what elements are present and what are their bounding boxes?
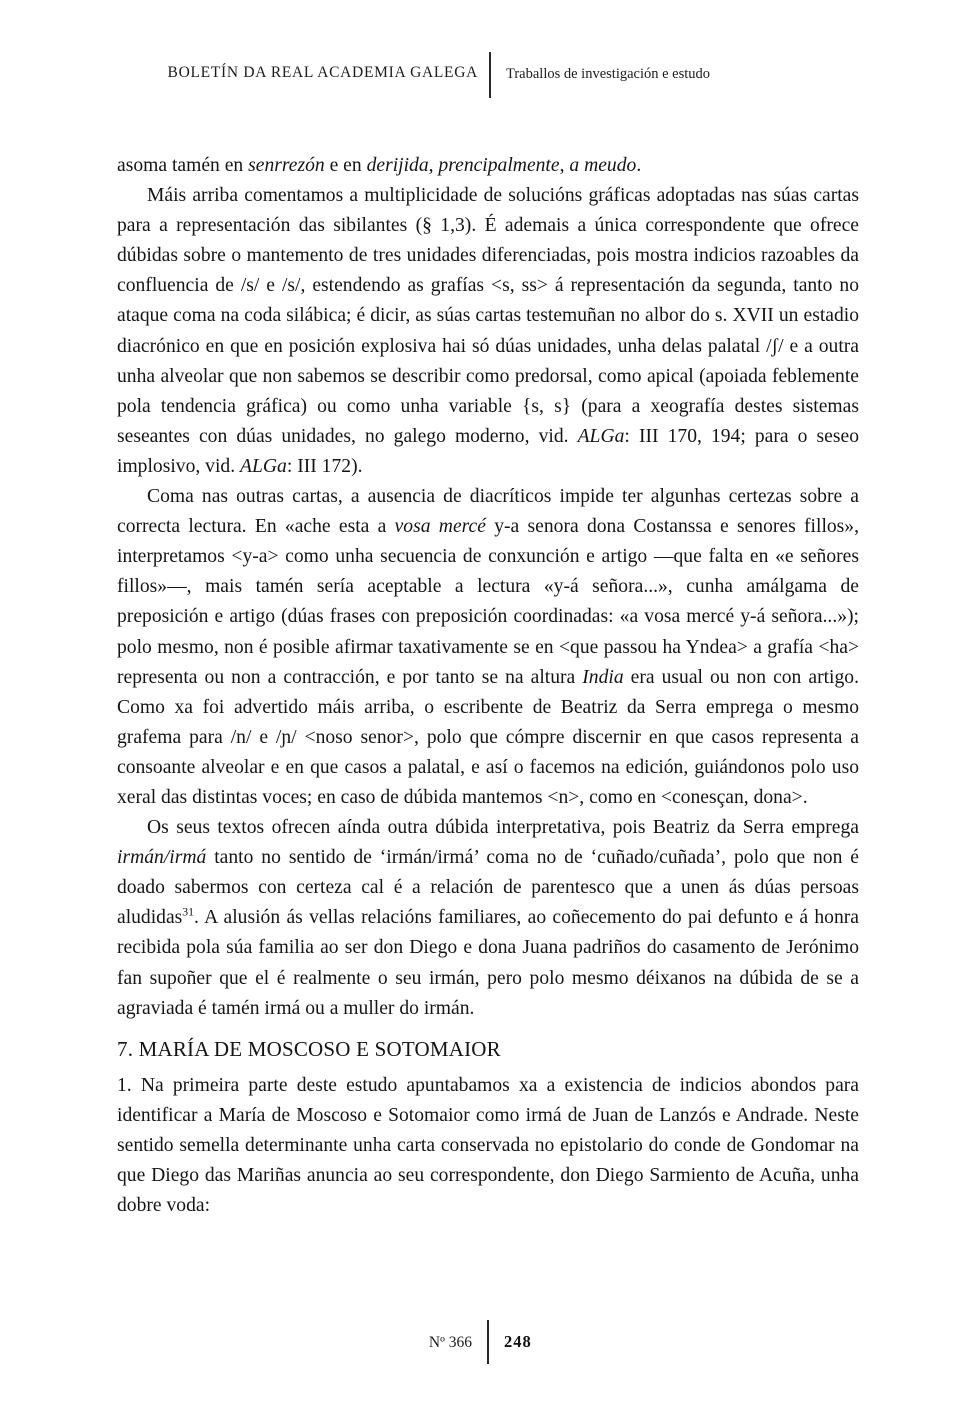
italic-term: a meudo [569, 155, 637, 176]
italic-term: ALGa [240, 455, 287, 477]
article-body [117, 151, 859, 1221]
italic-term: irmán/irmá [117, 847, 207, 869]
italic-term: vosa mercé [394, 516, 486, 538]
section-title: Traballos de investigación e estudo [506, 66, 711, 82]
paragraph: 1. Na primeira parte deste estudo apuntabamos xa a existencia de indicios abondos para identificar a María de Moscoso e Sotomaior como irmá de Juan de Lanzós e Andrade. Neste sentido semella determinante unha carta conservada no epistolario do conde de Gondomar na que Diego das Mariñas anuncia ao seu correspondente, don Diego Sarmiento de Acuña, unha dobre voda: [117, 1074, 859, 1217]
italic-term: prencipalmente [438, 155, 560, 176]
journal-title: BOLETÍN DA REAL ACADEMIA GALEGA [167, 64, 478, 81]
paragraph: Os seus textos ofrecen aínda outra dúbida interpretativa, pois Beatriz da Serra emprega irmán/irmá tanto no sentido de ‘irmán/irmá’ coma no de ‘cuñado/cuñada’, polo que non é doado sabermos con certeza cal é a relación de parentesco que a unen ás dúas persoas aludidas$^{31}$. A alusión ás vellas relacións familiares, ao coñecemento do pai defunto e á honra recibida pola súa familia ao ser don Diego e dona Juana padriños do casamento de Jerónimo fan supoñer que el é realmente o seu irmán, pero polo mesmo déixanos na dúbida de se a agraviada é tamén irmá ou a muller do irmán. [117, 817, 859, 1019]
italic-term: India [582, 666, 624, 688]
issue-number: Nº 366 [428, 1334, 472, 1351]
paragraph: Coma nas outras cartas, a ausencia de diacríticos impide ter algunhas certezas sobre a correcta lectura. En «ache esta a vosa mercé y-a senora dona Costanssa e senores fillos», interpretamos <y-a> como unha secuencia de conxunción e artigo —que falta en «e señores fillos»—, mais tamén sería aceptable a lectura «y-á señora...», cunha amálgama de preposición e artigo (dúas frases con preposición coordinadas: «a vosa mercé y-á señora...»); polo mesmo, non é posible afirmar taxativamente se en <que passou ha Yndea> a grafía <ha> representa ou non a contracción, e por tanto se na altura India era usual ou non con artigo. Como xa foi advertido máis arriba, o escribente de Beatriz da Serra emprega o mesmo grafema para /n/ e /ɲ/ <noso senor>, polo que cómpre discernir en que casos representa a consoante alveolar e en que casos a palatal, e así o facemos na edición, guiándonos polo uso xeral das distintas voces; en caso de dúbida mantemos <n>, como en <conesçan, dona>. [117, 486, 860, 808]
italic-term: senrrezón [248, 155, 325, 176]
footer-divider [487, 1320, 489, 1364]
page-number: 248 [504, 1332, 532, 1351]
paragraph: asoma tamén en senrrezón e en derijida, prencipalmente, a meudo. [117, 155, 642, 176]
header-divider [489, 52, 491, 98]
italic-term: derijida [366, 155, 429, 176]
paragraph: Máis arriba comentamos a multiplicidade de solucións gráficas adoptadas nas súas cartas para a representación das sibilantes (§ 1,3). É ademais a única correspondente que ofrece dúbidas sobre o mantemento de tres unidades diferenciadas, pois mostra indicios razoables da confluencia de /s/ e /s/, estendendo as grafías <s, ss> á representación da segunda, tanto no ataque coma na coda silábica; é dicir, as súas cartas testemuñan no albor do s. XVII un estadio diacrónico en que en posición explosiva hai só dúas unidades, unha delas palatal /ʃ/ e a outra unha alveolar que non sabemos se describir como predorsal, como apical (apoiada feblemente pola tendencia gráfica) ou como unha variable {s, s} (para a xeografía destes sistemas seseantes con dúas unidades, no galego moderno, vid. ALGa: III 170, 194; para o seseo implosivo, vid. ALGa: III 172). [117, 185, 859, 477]
section-heading: 7. MARÍA DE MOSCOSO E SOTOMAIOR [117, 1036, 501, 1061]
footnote-ref: 31 [182, 905, 195, 919]
italic-term: ALGa [577, 425, 625, 447]
